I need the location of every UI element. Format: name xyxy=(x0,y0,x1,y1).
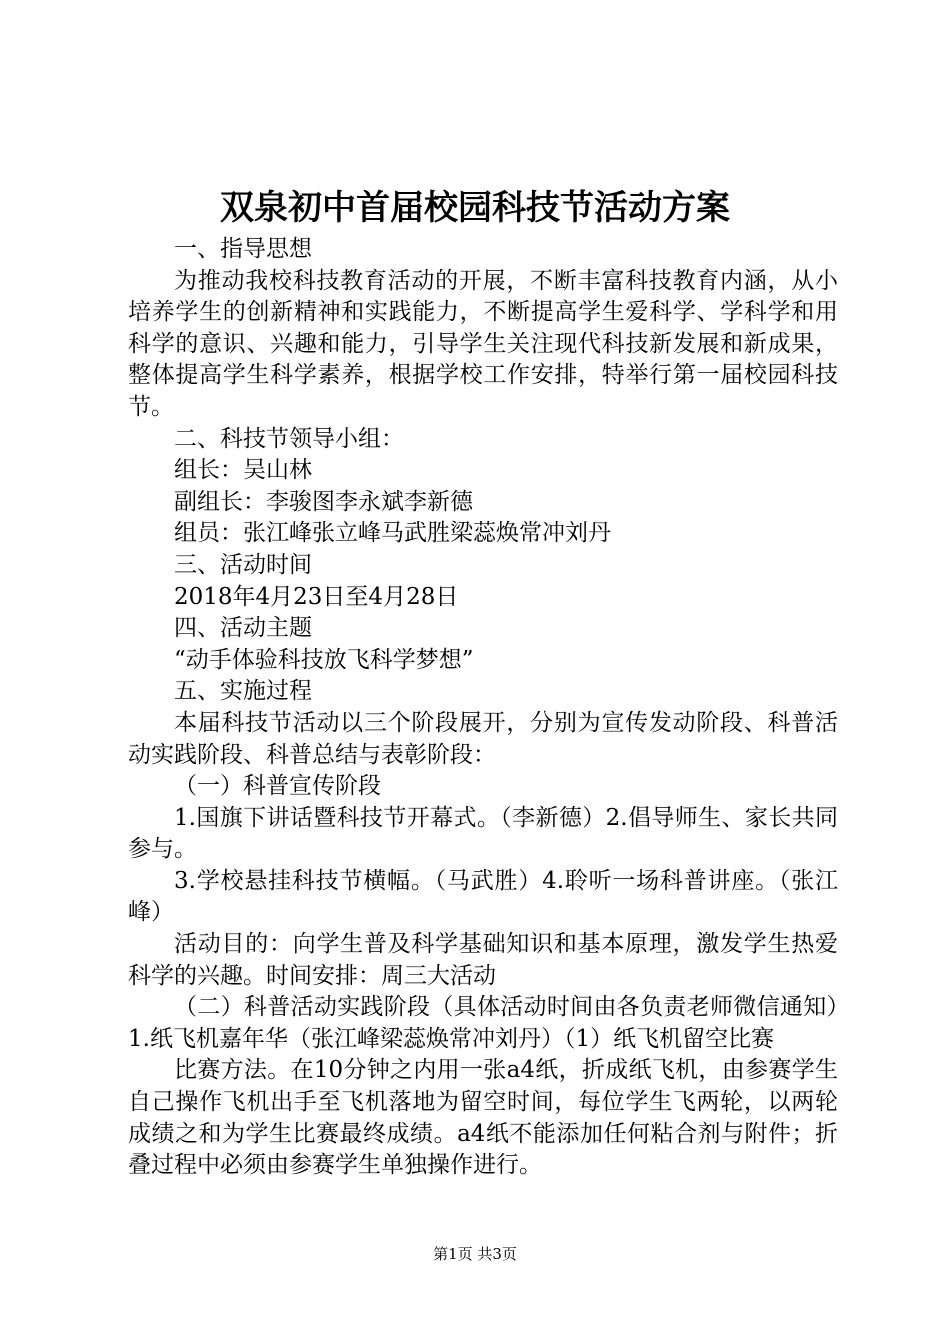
subheading-practice-stage: （二）科普活动实践阶段（具体活动时间由各负责老师微信通知）1.纸飞机嘉年华（张江峰梁蕊焕常冲刘丹）（1）纸飞机留空比赛 xyxy=(128,994,838,1052)
paragraph-competition-method: 比赛方法。在10分钟之内用一张a4纸，折成纸飞机，由参赛学生自己操作飞机出手至飞机落地为留空时间，每位学生飞两轮，以两轮成绩之和为学生比赛最终成绩。a4纸不能添加任何粘合剂与附件；折叠过程中必须由参赛学生单独操作进行。 xyxy=(128,1057,838,1179)
heading-activity-theme: 四、活动主题 xyxy=(174,615,312,642)
heading-activity-time: 三、活动时间 xyxy=(174,551,312,578)
document-body xyxy=(128,234,838,1182)
activity-time-value: 2018年4月23日至4月28日 xyxy=(174,583,459,610)
paragraph-activity-purpose: 活动目的：向学生普及科学基础知识和基本原理，激发学生热爱科学的兴趣。时间安排：周三大活动 xyxy=(128,931,838,989)
subheading-publicity-stage: （一）科普宣传阶段 xyxy=(174,773,381,800)
members-line: 组员：张江峰张立峰马武胜梁蕊焕常冲刘丹 xyxy=(174,520,611,547)
paragraph-implementation-intro: 本届科技节活动以三个阶段展开，分别为宣传发动阶段、科普活动实践阶段、科普总结与表彰阶段： xyxy=(128,709,838,768)
activity-theme-value: “动手体验科技放飞科学梦想” xyxy=(174,646,474,673)
page-footer: 第1页 共3页 xyxy=(433,1245,517,1263)
list-item-flag-speech: 1.国旗下讲话暨科技节开幕式。（李新德）2.倡导师生、家长共同参与。 xyxy=(128,804,838,863)
heading-leadership-group: 二、科技节领导小组： xyxy=(174,425,404,452)
list-item-banner-lecture: 3.学校悬挂科技节横幅。（马武胜）4.聆听一场科普讲座。（张江峰） xyxy=(128,867,838,926)
heading-guiding-ideology: 一、指导思想 xyxy=(174,236,312,262)
deputy-leader-line: 副组长：李骏图李永斌李新德 xyxy=(174,488,473,515)
paragraph-guiding-ideology: 为推动我校科技教育活动的开展，不断丰富科技教育内涵，从小培养学生的创新精神和实践能力，不断提高学生爱科学、学科学和用科学的意识、兴趣和能力，引导学生关注现代科技新发展和新成果，整体提高学生科学素养，根据学校工作安排，特举行第一届校园科技节。 xyxy=(128,267,838,420)
heading-implementation: 五、实施过程 xyxy=(174,678,312,705)
document-title: 双泉初中首届校园科技节活动方案 xyxy=(220,188,730,228)
leader-line: 组长：吴山林 xyxy=(174,457,312,484)
